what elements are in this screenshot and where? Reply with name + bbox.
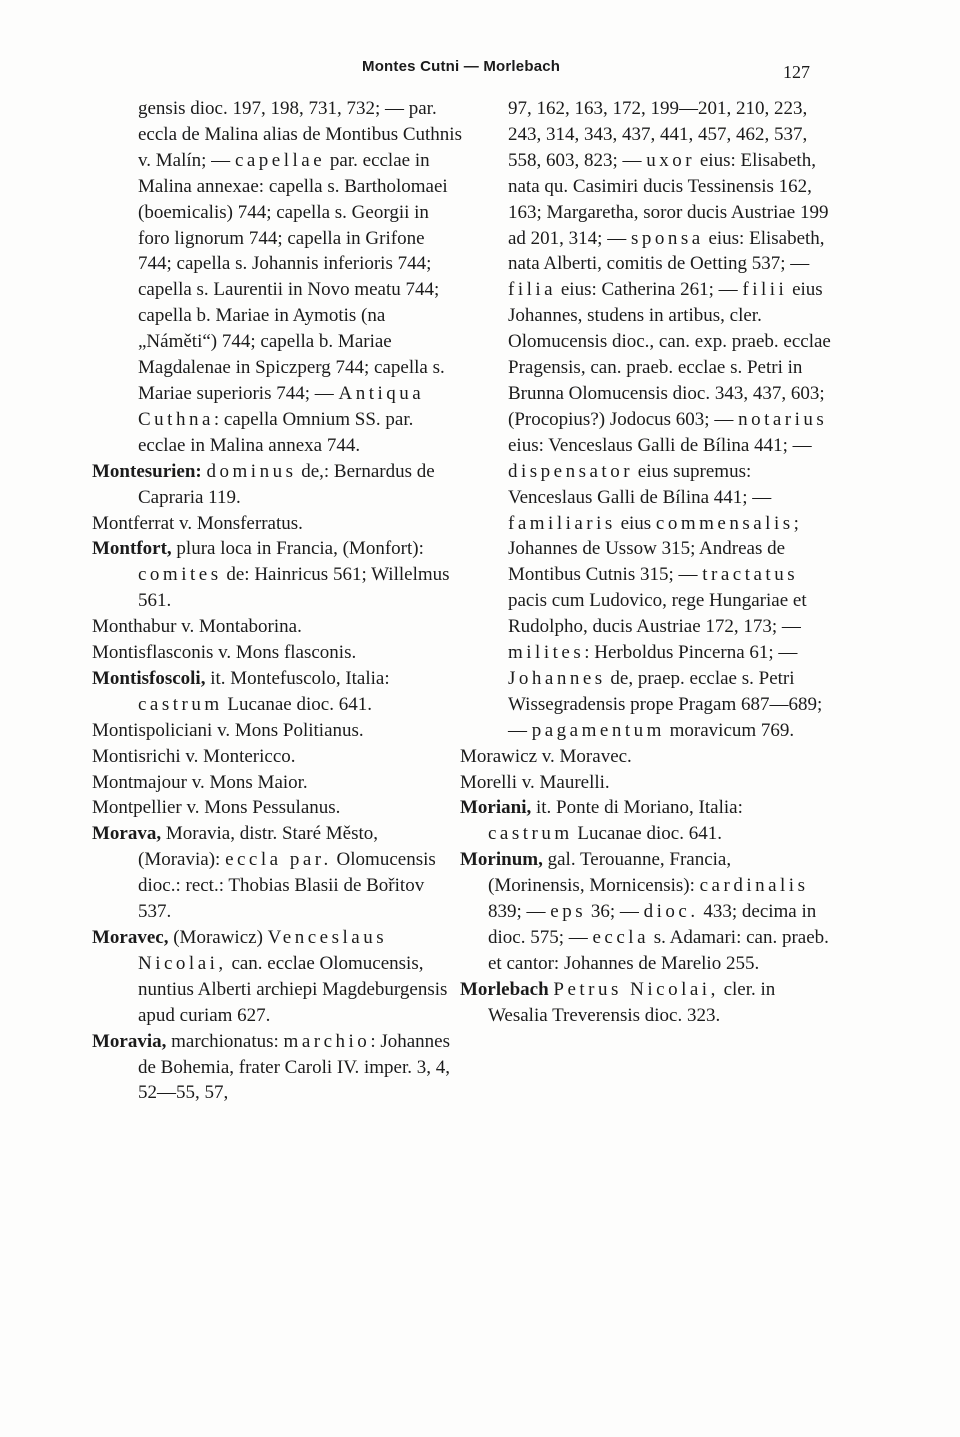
spaced-term: Johannes [508,667,606,689]
entry-text: 839; — [488,901,551,923]
entry-text: 433; decima in dioc. 575; — [488,901,817,948]
headword: Morinum, [460,849,543,871]
entry-text: de,: Bernardus de Capraria 119. [138,460,435,508]
entry-text: it. Montefuscolo, Italia: [205,667,390,689]
spaced-term: comites [138,564,222,586]
spaced-term: sponsa [630,227,704,249]
headword: Moriani, [460,797,532,819]
entry-text: 36; — [586,901,644,923]
entry-text: Morelli v. Maurelli. [460,771,610,793]
index-entry [460,770,832,796]
headword: Morlebach [460,978,549,1000]
entry-text: eius [615,512,656,534]
headword: Montesurien: [92,460,202,482]
index-entry [460,744,832,770]
entry-text: Montpellier v. Mons Pessulanus. [92,797,341,819]
entry-text: pacis cum Ludovico, rege Hungariae et Rudolpho, ducis Austriae 172, 173; — [508,590,807,638]
index-entry [460,847,832,977]
spaced-term: dominus [206,460,297,482]
entry-text: Moravia, distr. Staré Město, (Moravia): [138,823,379,871]
index-entry [92,925,462,1029]
entry-text: de: Hainricus 561; Willelmus 561. [138,564,450,612]
index-entry [92,640,462,666]
continued-entry [460,96,832,744]
index-entry [92,614,462,640]
index-entry [92,718,462,744]
entry-text: eius: Catherina 261; — [556,279,743,301]
index-entry [92,459,462,511]
entry-text: : capella Omnium SS. par. ecclae in Malina annexa 744. [138,408,414,456]
headword: Moravec, [92,927,169,948]
entry-text: moravicum 769. [664,719,795,741]
entry-text: par. ecclae in Malina annexae: capella s. Bartholomaei (boemicalis) 744; capella s. Georgii in foro lignorum 744; capella in Grifone 744; capella s. Johannis inferioris 744; capella s. Laurentii in Novo meatu 744; capella b. Mariae in Aymotis (na „Náměti“) 744; capella b. Mariae Magdalenae in Spiczperg 744; capella s. Mariae superioris 744; — [138,149,448,404]
spaced-term: dioc. [643,901,699,923]
page-header [0,54,960,84]
index-entry [92,536,462,614]
index-entry [92,1029,462,1107]
spaced-term: familiaris [508,512,616,534]
spaced-term: notarius [738,408,828,430]
entry-text: Montmajour v. Mons Maior. [92,771,308,793]
index-entry [92,666,462,718]
entry-text: it. Ponte di Moriano, Italia: [531,797,743,819]
spaced-term: marchio [283,1030,371,1052]
page-number: 127 [783,62,810,82]
entry-text: gal. Terouanne, Francia, (Morinensis, Mornicensis): [488,849,732,897]
continued-entry [92,96,462,459]
spaced-term: uxor [646,149,696,171]
headword: Moravia, [92,1030,167,1052]
index-entry [92,770,462,796]
spaced-term: castrum [138,693,223,715]
index-entry [92,511,462,537]
entry-text: Montferrat v. Monsferratus. [92,512,303,534]
entry-text: can. ecclae Olomucensis, nuntius Alberti archiepi Magdeburgensis apud curiam 627. [138,952,448,1026]
entry-text: Lucanae dioc. 641. [572,823,722,845]
entry-text: s. Adamari: can. praeb. et cantor: Johannes de Marelio 255. [488,927,829,974]
entry-text: Lucanae dioc. 641. [222,693,372,715]
entry-text: Montispoliciani v. Mons Politianus. [92,719,364,741]
spaced-term: milites [508,642,585,664]
spaced-term: Antiqua Cuthna [138,382,425,430]
entry-text: : Herboldus Pincerna 61; — [584,642,798,664]
entry-text: eius supremus: Venceslaus Galli de Bílina 441; — [508,460,772,508]
entry-text: de, praep. ecclae s. Petri Wissegradensis prope Pragam 687—689; — [508,667,823,741]
spaced-term: filii [742,279,788,301]
entry-text: eius: Elisabeth, nata qu. Casimiri ducis Tessinensis 162, 163; Margaretha, soror ducis Austriae 199 ad 201, 314; — [508,149,829,249]
index-entry [92,744,462,770]
left-column [92,96,462,1106]
running-title: Montes Cutni — Morlebach [362,58,561,75]
spaced-term: dispensator [508,460,634,482]
spaced-term: eccla [592,927,650,948]
entry-text: Olomucensis dioc.: rect.: Thobias Blasii de Bořitov 537. [138,849,436,923]
entry-text: Morawicz v. Moravec. [460,745,632,767]
spaced-term: pagamentum [531,719,665,741]
index-entry [92,795,462,821]
entry-text: eius: Venceslaus Galli de Bílina 441; — [508,434,812,456]
entry-text: 97, 162, 163, 172, 199—201, 210, 223, 243, 314, 343, 437, 441, 457, 462, 537, 558, 603, 823; — [508,98,808,171]
entry-text: : Johannes de Bohemia, frater Caroli IV. imper. 3, 4, 52—55, 57, [138,1030,451,1104]
spaced-term: commensalis [655,512,794,534]
headword: Montfort, [92,538,172,560]
spaced-term: tractatus [702,564,799,586]
spaced-term: eps [550,901,587,923]
entry-text: cler. in Wesalia Treverensis dioc. 323. [488,978,776,1026]
index-entry [92,821,462,925]
spaced-term: filia [508,279,557,301]
entry-text: Montisrichi v. Montericco. [92,745,296,767]
spaced-term: eccla par. [225,849,332,871]
headword: Montisfoscoli, [92,667,206,689]
index-entry [460,977,832,1029]
index-entry [460,795,832,847]
spaced-term: Petrus Nicolai, [553,978,719,1000]
entry-text: plura loca in Francia, (Monfort): [171,538,424,560]
spaced-term: capellae [234,149,326,171]
spaced-term: Venceslaus Nicolai, [138,927,388,974]
spaced-term: castrum [488,823,573,845]
entry-text: gensis dioc. 197, 198, 731, 732; — par. eccla de Malina alias de Montibus Cuthnis v. Malín; — [138,98,462,171]
spaced-term: cardinalis [699,875,809,897]
entry-text: (Morawicz) [168,927,268,948]
entry-text: ; Johannes de Ussow 315; Andreas de Montibus Cutnis 315; — [508,512,799,586]
right-column [460,96,832,1029]
entry-text: eius: Elisabeth, nata Alberti, comitis de Oetting 537; — [508,227,825,275]
entry-text: eius Johannes, studens in artibus, cler. Olomucensis dioc., can. exp. praeb. ecclae Pragensis, can. praeb. ecclae s. Petri in Brunna Olomucensis dioc. 343, 437, 603; (Procopius?) Jodocus 603; — [508,279,831,430]
headword: Morava, [92,823,162,845]
entry-text: marchionatus: [166,1030,284,1052]
entry-text: Montisflasconis v. Mons flasconis. [92,642,357,664]
entry-text: Monthabur v. Montaborina. [92,616,302,638]
